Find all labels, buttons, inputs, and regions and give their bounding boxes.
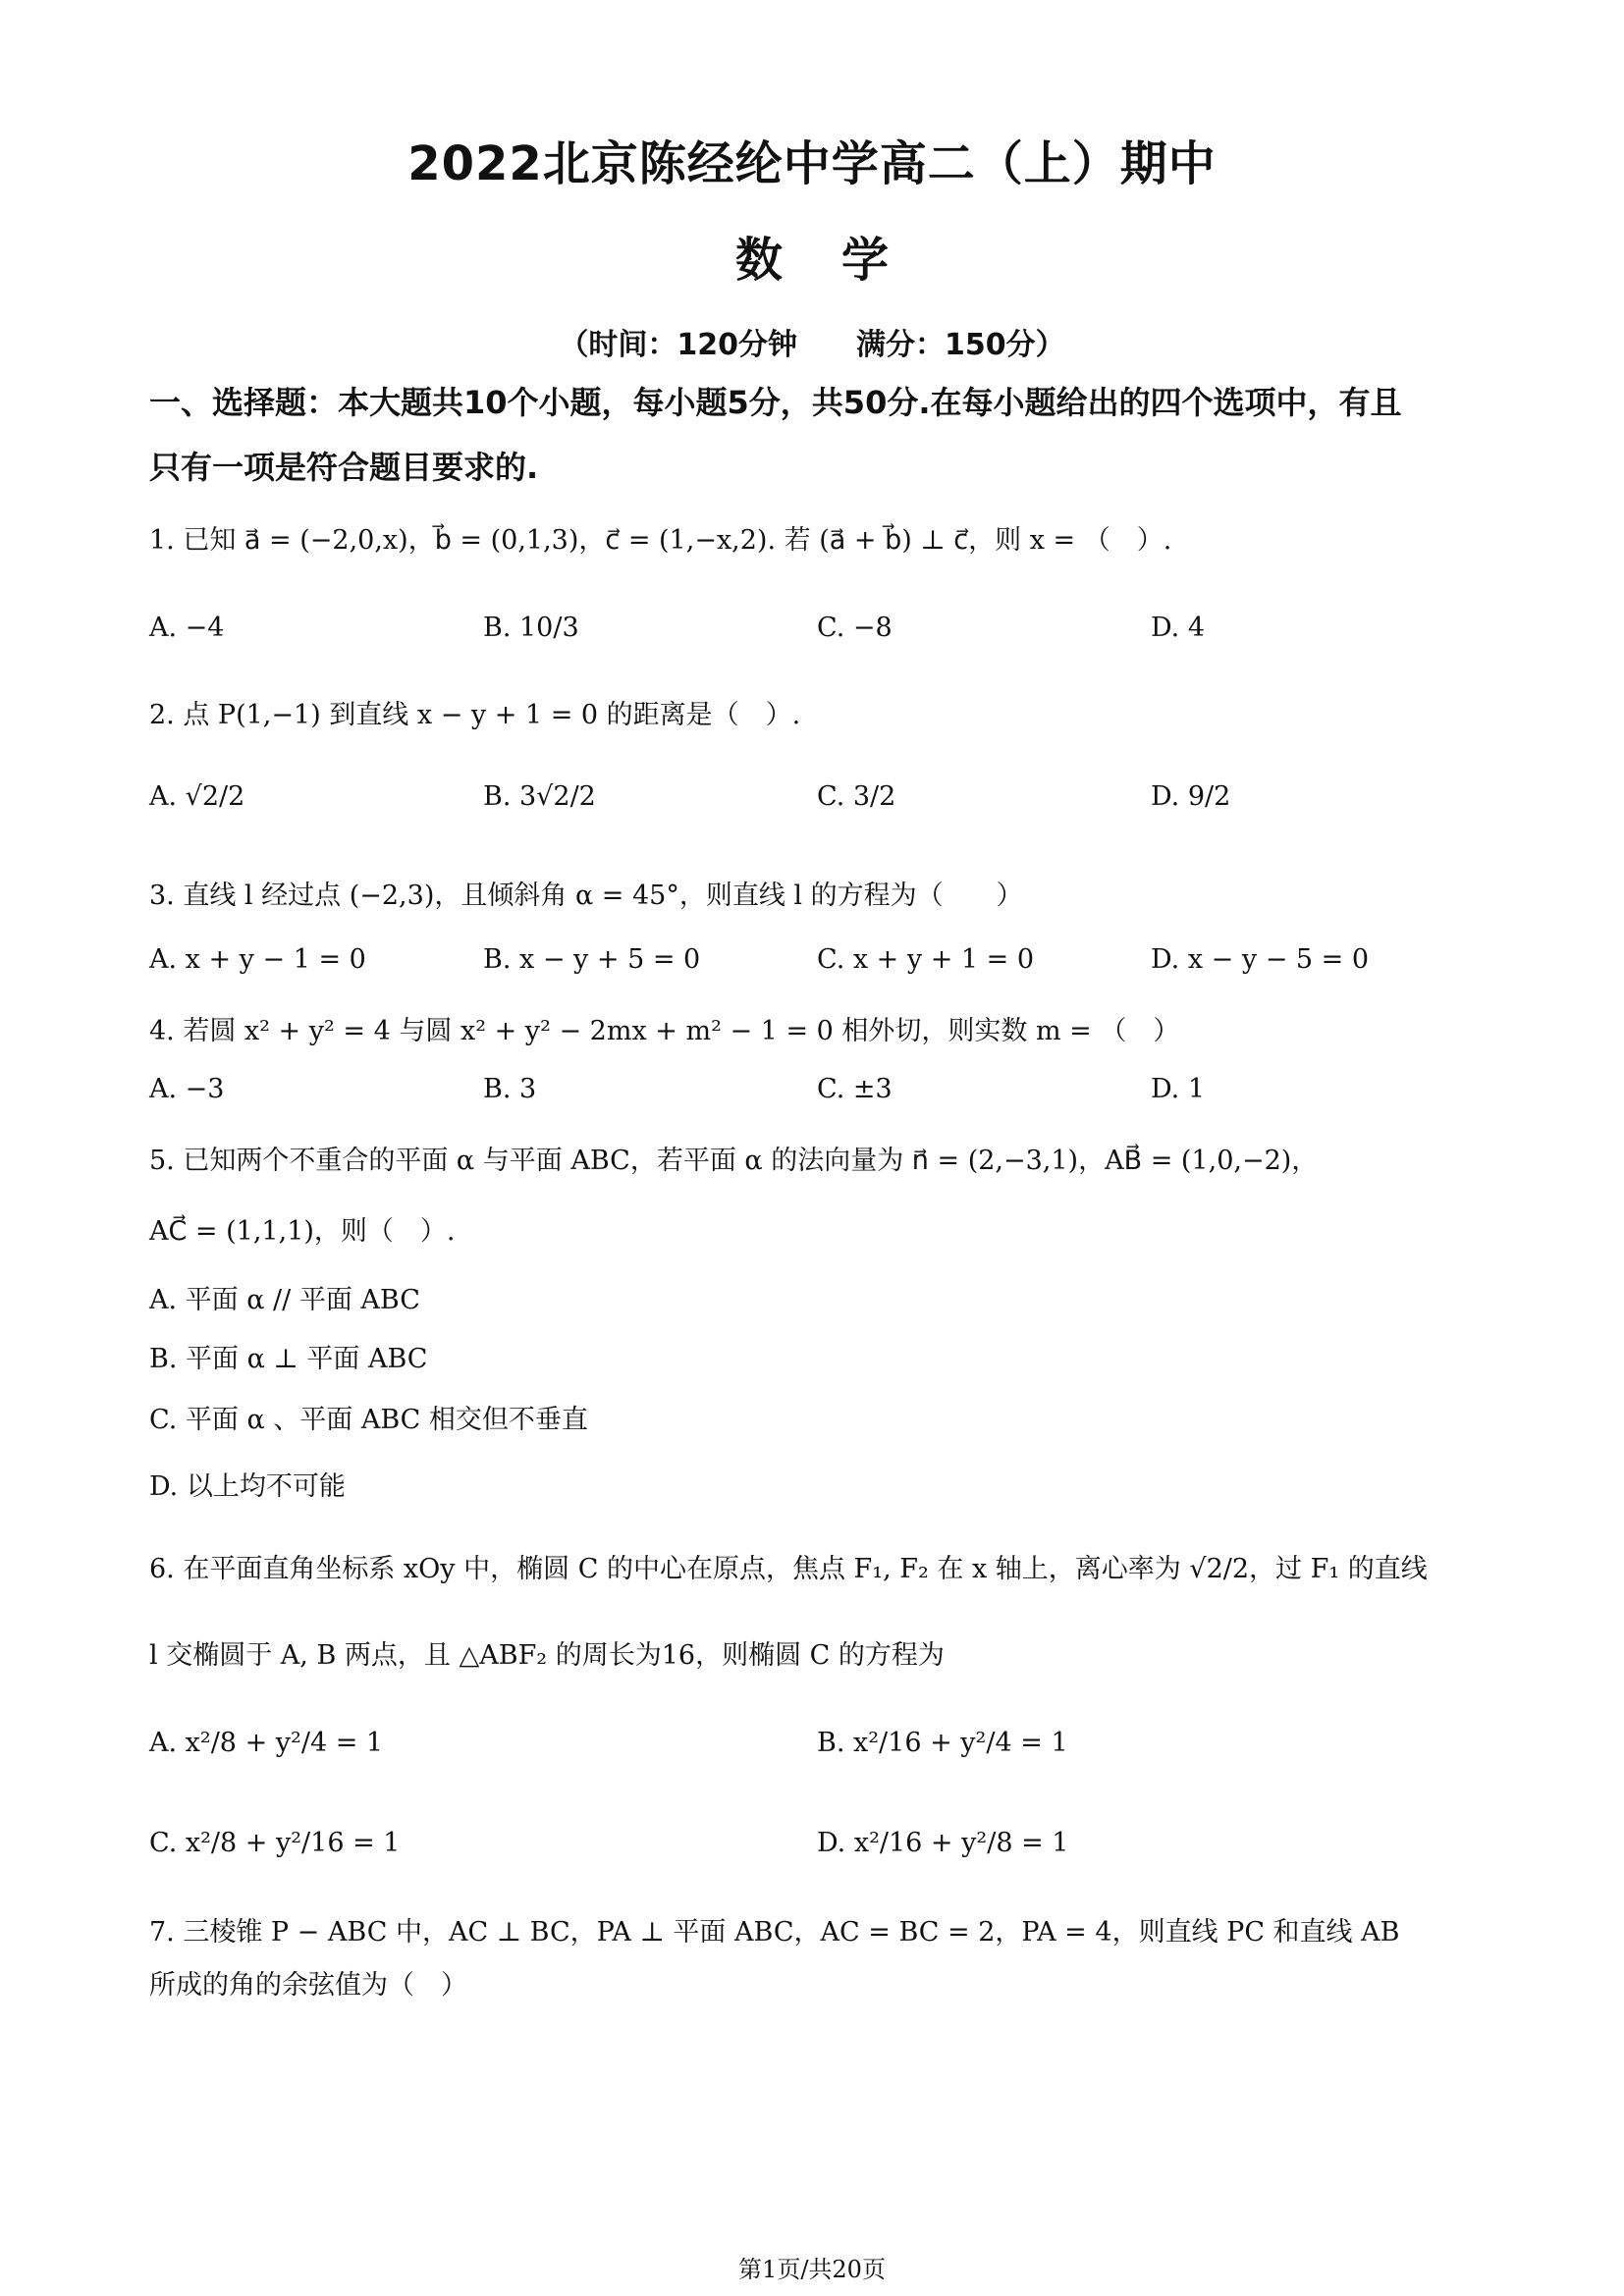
section-heading-line1: 一、选择题：本大题共10个小题，每小题5分，共50分.在每小题给出的四个选项中，有且 bbox=[149, 384, 1402, 421]
question-4-option-d: D. 1 bbox=[1151, 1074, 1206, 1104]
page-footer: 第1页/共20页 bbox=[738, 2256, 886, 2283]
question-6-stem-line2: l 交椭圆于 A, B 两点，且 △ABF₂ 的周长为16，则椭圆 C 的方程为 bbox=[149, 1640, 945, 1671]
question-2-option-a: A. √2/2 bbox=[149, 781, 245, 812]
question-3-stem: 3. 直线 l 经过点 (−2,3)，且倾斜角 α = 45°，则直线 l 的方程为（ ） bbox=[149, 881, 1023, 911]
question-1-option-a: A. −4 bbox=[149, 613, 225, 643]
question-5-option-b: B. 平面 α ⊥ 平面 ABC bbox=[149, 1344, 428, 1374]
question-5-stem-line1: 5. 已知两个不重合的平面 α 与平面 ABC，若平面 α 的法向量为 n⃗ = (2,−3,1)，AB⃗ = (1,0,−2)， bbox=[149, 1146, 1319, 1176]
question-2-option-c: C. 3/2 bbox=[817, 781, 896, 812]
section-heading-line2: 只有一项是符合题目要求的. bbox=[149, 449, 539, 486]
exam-title: 2022北京陈经纶中学高二（上）期中 bbox=[407, 136, 1217, 191]
question-3-option-d: D. x − y − 5 = 0 bbox=[1151, 944, 1370, 975]
question-6-option-b: B. x²/16 + y²/4 = 1 bbox=[817, 1728, 1068, 1758]
question-7-stem-line2: 所成的角的余弦值为（ ） bbox=[149, 1970, 467, 2001]
question-3-option-b: B. x − y + 5 = 0 bbox=[483, 944, 701, 975]
question-5-option-c: C. 平面 α 、平面 ABC 相交但不垂直 bbox=[149, 1405, 588, 1435]
question-6-stem-line1: 6. 在平面直角坐标系 xOy 中，椭圆 C 的中心在原点，焦点 F₁, F₂ 在 x 轴上，离心率为 √2/2，过 F₁ 的直线 bbox=[149, 1554, 1428, 1584]
question-4-stem: 4. 若圆 x² + y² = 4 与圆 x² + y² − 2mx + m² − 1 = 0 相外切，则实数 m = （ ） bbox=[149, 1016, 1180, 1046]
question-2-option-b: B. 3√2/2 bbox=[483, 781, 596, 812]
question-4-option-a: A. −3 bbox=[149, 1074, 225, 1104]
question-5-stem-line2: AC⃗ = (1,1,1)，则（ ）. bbox=[149, 1216, 456, 1247]
question-7-stem-line1: 7. 三棱锥 P − ABC 中，AC ⊥ BC，PA ⊥ 平面 ABC，AC = BC = 2，PA = 4，则直线 PC 和直线 AB bbox=[149, 1917, 1400, 1948]
question-6-option-c: C. x²/8 + y²/16 = 1 bbox=[149, 1828, 401, 1858]
question-4-option-b: B. 3 bbox=[483, 1074, 537, 1104]
question-4-option-c: C. ±3 bbox=[817, 1074, 893, 1104]
question-1-option-d: D. 4 bbox=[1151, 613, 1206, 643]
question-3-option-c: C. x + y + 1 = 0 bbox=[817, 944, 1035, 975]
question-5-option-a: A. 平面 α // 平面 ABC bbox=[149, 1285, 420, 1315]
question-2-option-d: D. 9/2 bbox=[1151, 781, 1231, 812]
question-6-option-d: D. x²/16 + y²/8 = 1 bbox=[817, 1828, 1069, 1858]
question-5-option-d: D. 以上均不可能 bbox=[149, 1471, 346, 1502]
question-6-option-a: A. x²/8 + y²/4 = 1 bbox=[149, 1728, 384, 1758]
question-1-stem: 1. 已知 a⃗ = (−2,0,x)，b⃗ = (0,1,3)，c⃗ = (1,−x,2). 若 (a⃗ + b⃗) ⊥ c⃗，则 x = （ ）. bbox=[149, 525, 1172, 556]
exam-info: （时间：120分钟 满分：150分） bbox=[559, 328, 1065, 362]
question-1-option-b: B. 10/3 bbox=[483, 613, 579, 643]
question-3-option-a: A. x + y − 1 = 0 bbox=[149, 944, 366, 975]
subject-title: 数学 bbox=[734, 233, 947, 288]
question-2-stem: 2. 点 P(1,−1) 到直线 x − y + 1 = 0 的距离是（ ）. bbox=[149, 700, 801, 730]
question-1-option-c: C. −8 bbox=[817, 613, 893, 643]
